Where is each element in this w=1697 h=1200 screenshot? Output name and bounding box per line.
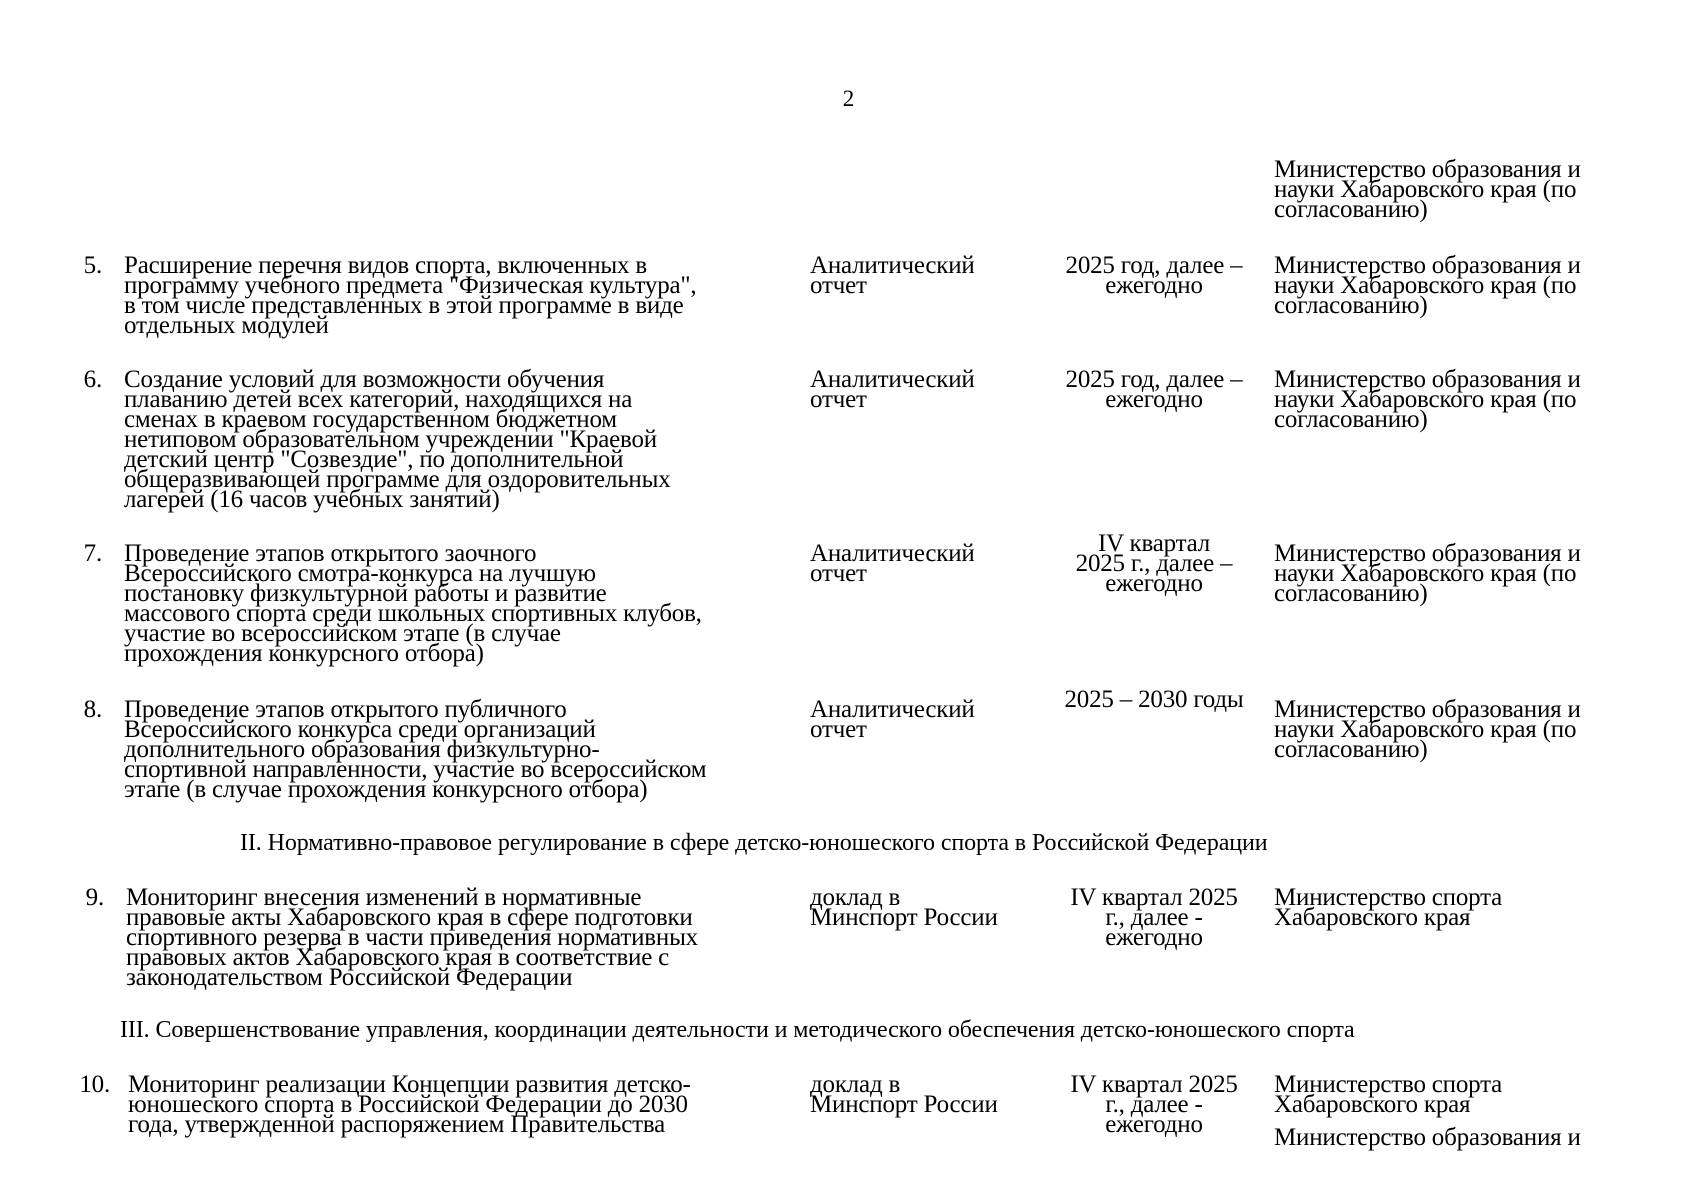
row-number: 10. [79, 1071, 110, 1098]
executor-extra-text: Министерство образования и [1274, 1124, 1581, 1151]
result-text: Аналитический отчет [810, 696, 975, 743]
term-text: 2025 год, далее – ежегодно [1065, 366, 1243, 413]
executor-text: Министерство образования и науки Хабаровского края (по согласованию) [1274, 252, 1581, 319]
executor-text: Министерство образования и науки Хабаровского края (по согласованию) [1274, 540, 1581, 607]
section-title-3: III. Совершенствование управления, координации деятельности и методического обеспечения детско-юношеского спорта [120, 1017, 1355, 1043]
row-number: 5. [83, 252, 102, 279]
activity-text: Мониторинг внесения изменений в нормативные правовые акты Хабаровского края в сфере подготовки спортивного резерва в части приведения нормативных правовых актов Хабаровского края в соответствие с законодательством Российской Федерации [126, 884, 698, 991]
result-text: доклад в Минспорт России [810, 1071, 998, 1118]
page-number: 2 [842, 86, 855, 111]
row-number: 6. [83, 366, 102, 393]
activity-text: Проведение этапов открытого заочного Всероссийского смотра-конкурса на лучшую постановку физкультурной работы и развитие массового спорта среди школьных спортивных клубов, участие во всероссийском этапе (в случае прохождения конкурсного отбора) [124, 540, 702, 667]
activity-text: Проведение этапов открытого публичного Всероссийского конкурса среди организаций дополнительного образования физкультурно- спортивной направленности, участие во всероссийском этапе (в случае прохождения конкурсного отбора) [124, 696, 707, 803]
activity-text: Мониторинг реализации Концепции развития детско- юношеского спорта в Российской Федерации до 2030 года, утвержденной распоряжением Правительства [128, 1071, 691, 1138]
result-text: Аналитический отчет [810, 540, 975, 587]
row-number: 8. [83, 696, 102, 723]
term-text: 2025 год, далее – ежегодно [1065, 252, 1243, 299]
term-text: 2025 – 2030 годы [1064, 686, 1244, 713]
row-number: 9. [85, 884, 104, 911]
activity-text: Расширение перечня видов спорта, включенных в программу учебного предмета "Физическая культура", в том числе представленных в этой программе в виде отдельных модулей [124, 252, 697, 339]
executor-text: Министерство образования и науки Хабаровского края (по согласованию) [1274, 366, 1581, 433]
executor-text: Министерство спорта Хабаровского края [1274, 884, 1503, 931]
result-text: доклад в Минспорт России [810, 884, 998, 931]
activity-text: Создание условий для возможности обучения плаванию детей всех категорий, находящихся на сменах в краевом государственном бюджетном нетиповом образовательном учреждении "Краевой детский центр "Созвездие", по дополнительной общеразвивающей программе для оздоровительных лагерей (16 часов учебных занятий) [124, 366, 671, 513]
term-text: IV квартал 2025 г., далее – ежегодно [1075, 530, 1233, 597]
result-text: Аналитический отчет [810, 252, 975, 299]
executor-text: Министерство образования и науки Хабаровского края (по согласованию) [1274, 696, 1581, 763]
row-number: 7. [83, 540, 102, 567]
result-text: Аналитический отчет [810, 366, 975, 413]
executor-text: Министерство спорта Хабаровского края [1274, 1071, 1503, 1118]
term-text: IV квартал 2025 г., далее - ежегодно [1070, 1071, 1238, 1138]
term-text: IV квартал 2025 г., далее - ежегодно [1070, 884, 1238, 951]
section-title-2: II. Нормативно-правовое регулирование в сфере детско-юношеского спорта в Российской Федерации [240, 830, 1268, 856]
executor-continuation: Министерство образования и науки Хабаровского края (по согласованию) [1274, 156, 1581, 223]
